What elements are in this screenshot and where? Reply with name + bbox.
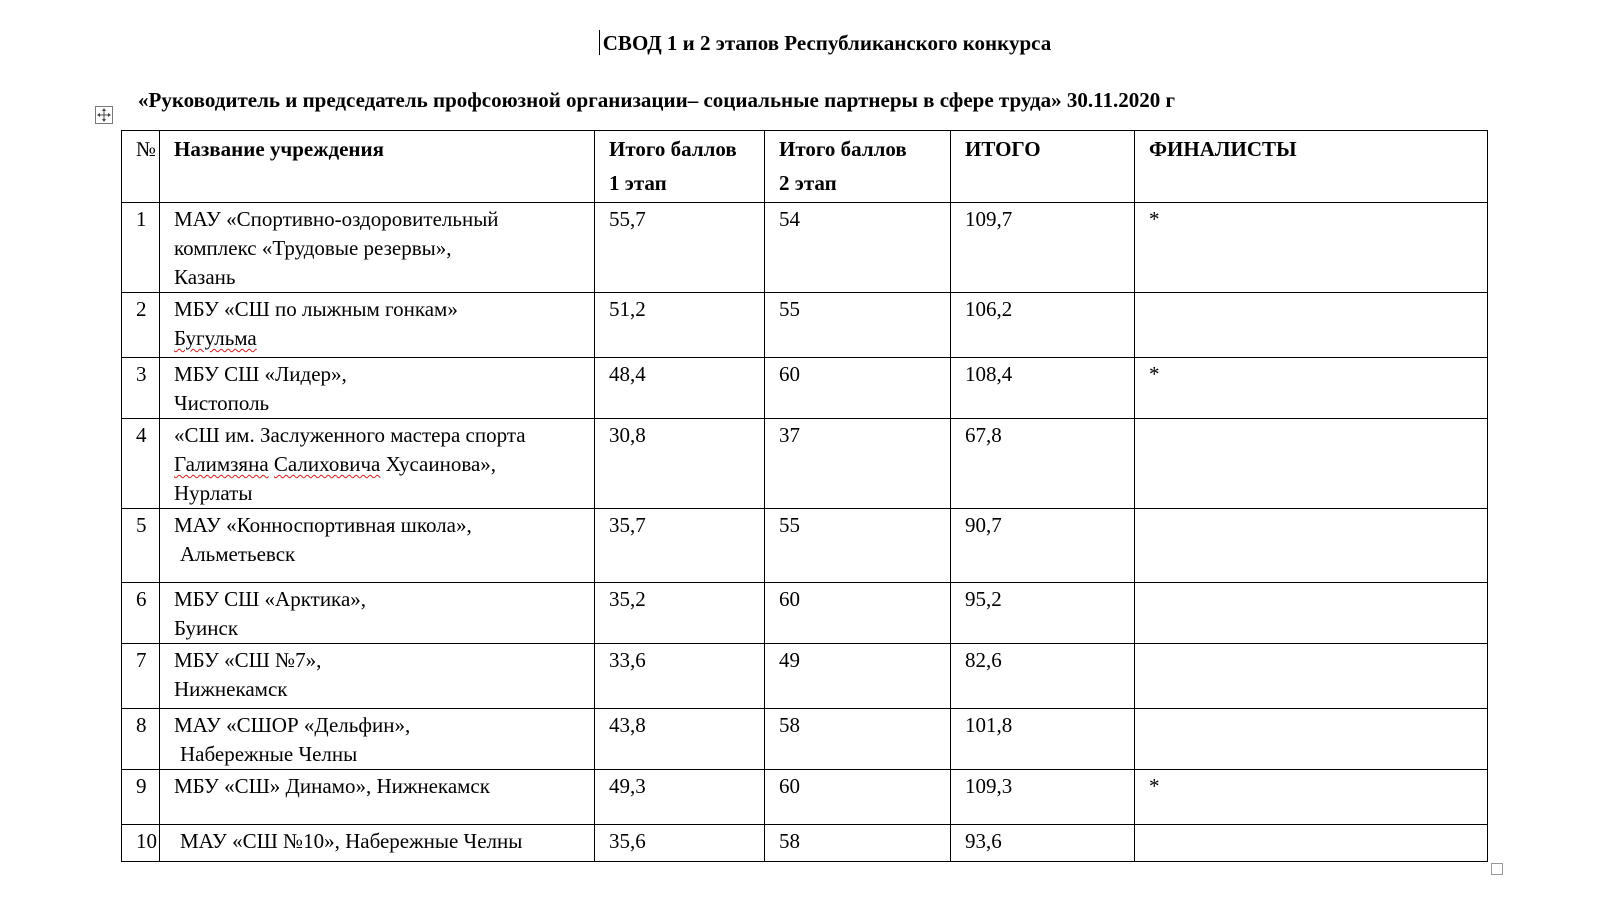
cell-stage1[interactable]: 55,7	[595, 203, 765, 293]
cell-total[interactable]: 108,4	[951, 358, 1135, 419]
header-finalists[interactable]: ФИНАЛИСТЫ	[1135, 131, 1488, 203]
cell-num[interactable]: 6	[122, 582, 160, 643]
cell-finalist[interactable]	[1135, 293, 1488, 358]
table-row	[122, 508, 1488, 582]
cell-name[interactable]: МАУ «СШОР «Дельфин», Набережные Челны	[160, 708, 595, 769]
header-total[interactable]: ИТОГО	[951, 131, 1135, 203]
cell-num[interactable]: 7	[122, 643, 160, 708]
cell-num[interactable]: 4	[122, 418, 160, 508]
cell-total[interactable]: 106,2	[951, 293, 1135, 358]
cell-stage2[interactable]: 54	[765, 203, 951, 293]
cell-total[interactable]: 109,3	[951, 769, 1135, 824]
table-row	[122, 358, 1488, 419]
cell-stage2[interactable]: 49	[765, 643, 951, 708]
cell-stage2[interactable]: 55	[765, 508, 951, 582]
cell-stage1[interactable]: 35,7	[595, 508, 765, 582]
results-table	[121, 130, 1488, 862]
cell-stage1[interactable]: 51,2	[595, 293, 765, 358]
cell-finalist[interactable]	[1135, 824, 1488, 861]
cell-num[interactable]: 9	[122, 769, 160, 824]
table-row	[122, 643, 1488, 708]
cell-total[interactable]: 101,8	[951, 708, 1135, 769]
cell-name[interactable]: МАУ «СШ №10», Набережные Челны	[160, 824, 595, 861]
cell-name[interactable]: МБУ «СШ №7», Нижнекамск	[160, 643, 595, 708]
header-name[interactable]: Название учреждения	[160, 131, 595, 203]
cell-num[interactable]: 8	[122, 708, 160, 769]
cell-stage1[interactable]: 43,8	[595, 708, 765, 769]
cell-finalist[interactable]	[1135, 508, 1488, 582]
table-move-handle-icon[interactable]	[95, 106, 113, 124]
cell-total[interactable]: 93,6	[951, 824, 1135, 861]
header-stage2[interactable]: Итого баллов 2 этап	[765, 131, 951, 203]
table-row	[122, 418, 1488, 508]
text-cursor	[599, 30, 600, 55]
cell-name[interactable]: МБУ СШ «Лидер», Чистополь	[160, 358, 595, 419]
cell-stage2[interactable]: 58	[765, 824, 951, 861]
cell-stage2[interactable]: 58	[765, 708, 951, 769]
cell-stage1[interactable]: 48,4	[595, 358, 765, 419]
cell-stage2[interactable]: 60	[765, 582, 951, 643]
header-num[interactable]: №	[122, 131, 160, 203]
cell-finalist[interactable]: *	[1135, 203, 1488, 293]
table-row	[122, 293, 1488, 358]
cell-total[interactable]: 109,7	[951, 203, 1135, 293]
document-subtitle: «Руководитель и председатель профсоюзной организации– социальные партнеры в сфере труда» 30.11.2020 г	[138, 88, 1176, 112]
cell-finalist[interactable]: *	[1135, 358, 1488, 419]
cell-total[interactable]: 82,6	[951, 643, 1135, 708]
cell-num[interactable]: 2	[122, 293, 160, 358]
cell-finalist[interactable]	[1135, 418, 1488, 508]
table-header-row	[122, 131, 1488, 203]
cell-stage2[interactable]: 60	[765, 358, 951, 419]
cell-finalist[interactable]: *	[1135, 769, 1488, 824]
cell-total[interactable]: 90,7	[951, 508, 1135, 582]
cell-stage1[interactable]: 35,6	[595, 824, 765, 861]
cell-finalist[interactable]	[1135, 643, 1488, 708]
table-row	[122, 824, 1488, 861]
cell-name[interactable]: МБУ «СШ по лыжным гонкам» Бугульма	[160, 293, 595, 358]
cell-finalist[interactable]	[1135, 708, 1488, 769]
cell-stage1[interactable]: 49,3	[595, 769, 765, 824]
cell-name[interactable]: МБУ СШ «Арктика», Буинск	[160, 582, 595, 643]
table-resize-handle[interactable]	[1491, 863, 1503, 875]
cell-stage2[interactable]: 37	[765, 418, 951, 508]
table-row	[122, 203, 1488, 293]
cell-name[interactable]: «СШ им. Заслуженного мастера спорта Галимзяна Салиховича Хусаинова», Нурлаты	[160, 418, 595, 508]
cell-name[interactable]: МБУ «СШ» Динамо», Нижнекамск	[160, 769, 595, 824]
cell-stage1[interactable]: 33,6	[595, 643, 765, 708]
table-row	[122, 582, 1488, 643]
cell-stage2[interactable]: 55	[765, 293, 951, 358]
cell-total[interactable]: 95,2	[951, 582, 1135, 643]
cell-name[interactable]: МАУ «Конноспортивная школа», Альметьевск	[160, 508, 595, 582]
cell-stage2[interactable]: 60	[765, 769, 951, 824]
cell-num[interactable]: 3	[122, 358, 160, 419]
cell-num[interactable]: 10	[122, 824, 160, 861]
cell-num[interactable]: 1	[122, 203, 160, 293]
table-row	[122, 769, 1488, 824]
table-row	[122, 708, 1488, 769]
cell-stage1[interactable]: 35,2	[595, 582, 765, 643]
cell-num[interactable]: 5	[122, 508, 160, 582]
cell-stage1[interactable]: 30,8	[595, 418, 765, 508]
cell-name[interactable]: МАУ «Спортивно-оздоровительный комплекс «Трудовые резервы», Казань	[160, 203, 595, 293]
document-title: СВОД 1 и 2 этапов Республиканского конкурса	[0, 30, 1600, 56]
cell-finalist[interactable]	[1135, 582, 1488, 643]
header-stage1[interactable]: Итого баллов 1 этап	[595, 131, 765, 203]
cell-total[interactable]: 67,8	[951, 418, 1135, 508]
